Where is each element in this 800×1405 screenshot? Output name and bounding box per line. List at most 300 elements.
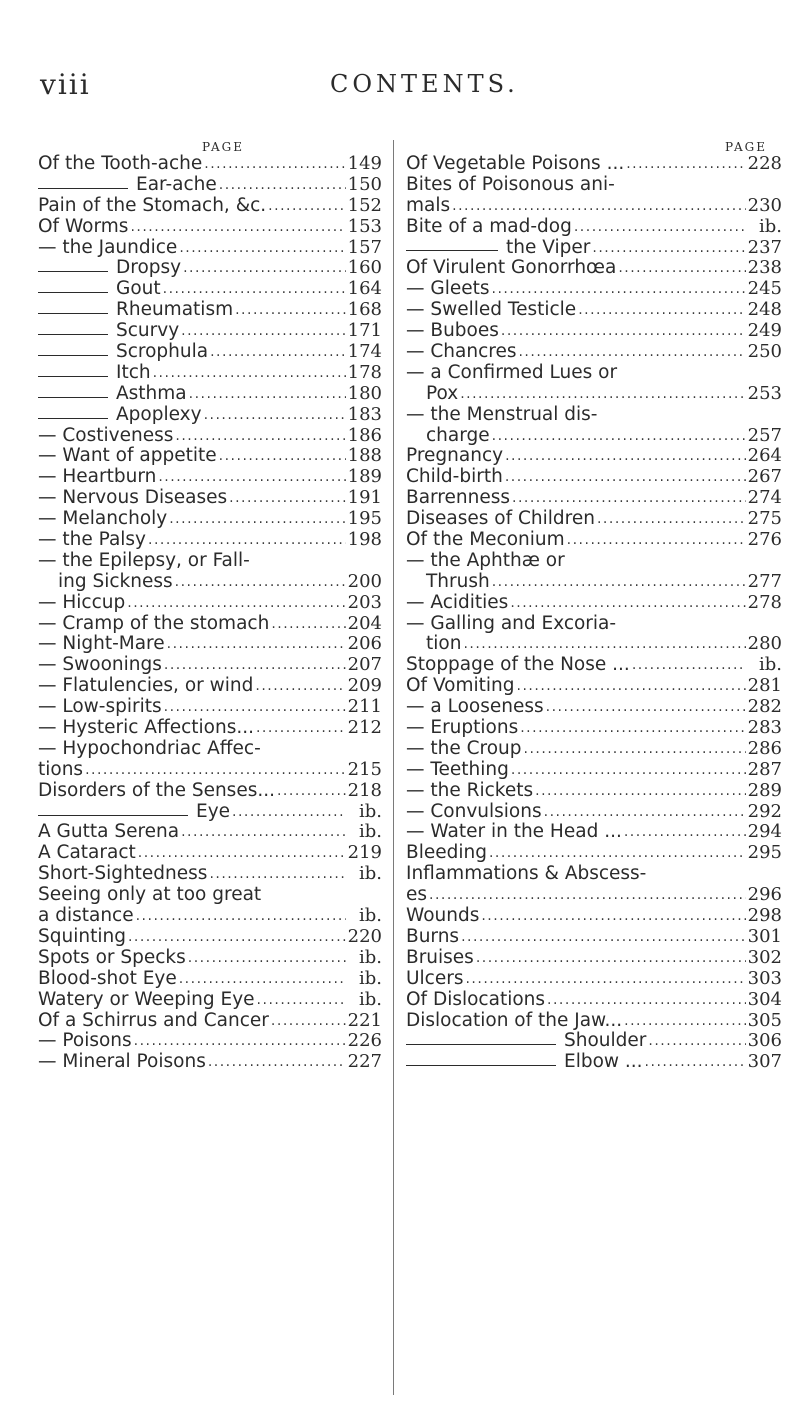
entry-title: Spots or Specks	[38, 946, 186, 968]
entry-title: es	[406, 884, 428, 906]
entry-page-number: 286	[747, 737, 782, 759]
entry-title: Thrush	[426, 570, 490, 592]
entry-page-number: 289	[747, 779, 782, 801]
contents-entry	[38, 1031, 382, 1052]
entry-page-number: 189	[347, 466, 382, 488]
entry-page-number: 292	[747, 800, 782, 822]
entry-page-number: ib.	[758, 654, 782, 676]
contents-entry	[406, 927, 782, 948]
dot-leader	[501, 321, 746, 342]
entry-page-number: 203	[347, 591, 382, 613]
dot-leader	[175, 572, 346, 593]
dot-leader	[271, 614, 345, 635]
ditto-rule	[38, 376, 108, 377]
contents-entry	[38, 802, 382, 823]
contents-entry	[38, 300, 382, 321]
dot-leader	[179, 969, 346, 990]
entry-page-number: ib.	[358, 821, 382, 843]
contents-entry	[38, 551, 382, 572]
entry-title: — the Croup	[406, 737, 522, 759]
entry-title: Child-birth	[406, 466, 503, 488]
entry-title: — the Palsy	[38, 529, 147, 551]
entry-page-number: 209	[347, 675, 382, 697]
entry-title: — Mineral Poisons	[38, 1051, 206, 1073]
entry-page-number: 287	[747, 758, 782, 780]
entry-page-number: 152	[347, 194, 382, 216]
dot-leader	[219, 446, 346, 467]
entry-title: — Acidities	[406, 591, 509, 613]
contents-entry	[406, 593, 782, 614]
dot-leader	[492, 572, 746, 593]
contents-entry	[406, 1031, 782, 1052]
dot-leader	[158, 467, 345, 488]
dot-leader	[518, 342, 745, 363]
entry-page-number: 211	[347, 696, 382, 718]
contents-entry	[38, 384, 382, 405]
entry-title: the Viper	[506, 236, 591, 258]
contents-entry	[406, 279, 782, 300]
entry-page-number: 277	[747, 570, 782, 592]
entry-page-number: 221	[347, 1009, 382, 1031]
contents-entry	[38, 572, 382, 593]
entry-title: — Swelled Testicle	[406, 299, 577, 321]
entry-title: — Galling and Excoria-	[406, 612, 617, 634]
entry-title: Of the Meconium	[406, 529, 565, 551]
dot-leader	[189, 384, 346, 405]
entry-page-number: 150	[347, 173, 382, 195]
entry-page-number: 304	[747, 988, 782, 1010]
entry-title: A Cataract	[38, 842, 136, 864]
entry-title: — Heartburn	[38, 466, 157, 488]
contents-entry	[406, 885, 782, 906]
dot-leader	[481, 906, 745, 927]
entry-page-number: ib.	[358, 988, 382, 1010]
entry-page-number: 280	[747, 633, 782, 655]
contents-entry	[406, 446, 782, 467]
entry-page-number: 253	[747, 382, 782, 404]
entry-title: Of Worms	[38, 215, 129, 237]
entry-title: — Buboes	[406, 320, 499, 342]
contents-entry	[38, 238, 382, 259]
dot-leader	[461, 927, 746, 948]
contents-entry	[406, 551, 782, 572]
entry-page-number: 174	[347, 341, 382, 362]
entry-title: Ear-ache	[136, 173, 217, 195]
dot-leader	[235, 300, 346, 321]
dot-leader	[268, 196, 345, 217]
entry-title: charge	[426, 424, 490, 446]
entry-title: Of Vegetable Poisons ...	[406, 152, 625, 174]
contents-entry	[38, 948, 382, 969]
dot-leader	[505, 446, 746, 467]
dot-leader	[257, 990, 346, 1011]
entry-page-number: 230	[747, 194, 782, 216]
entry-title: Shoulder	[564, 1030, 647, 1052]
contents-entry	[406, 1011, 782, 1032]
dot-leader	[547, 990, 746, 1011]
dot-leader	[183, 258, 346, 279]
contents-entry	[38, 363, 382, 384]
dot-leader	[169, 509, 345, 530]
dot-leader	[204, 405, 346, 426]
entry-title: Seeing only at too great	[38, 884, 262, 906]
column-divider	[393, 140, 394, 1395]
entry-title: a distance	[38, 905, 134, 927]
dot-leader	[648, 1031, 745, 1052]
entry-page-number: 186	[347, 424, 382, 446]
entry-page-number: 296	[747, 884, 782, 906]
contents-entry	[38, 426, 382, 447]
dot-leader	[255, 676, 345, 697]
ditto-rule	[406, 1065, 556, 1066]
entry-title: Wounds	[406, 905, 480, 927]
entry-title: Rheumatism	[116, 299, 234, 321]
entry-title: — Chancres	[406, 341, 517, 362]
entry-title: Itch	[116, 361, 151, 383]
contents-entry	[38, 969, 382, 990]
entry-page-number: ib.	[758, 215, 782, 237]
entry-title: Elbow ...	[564, 1051, 643, 1073]
contents-entry	[406, 697, 782, 718]
dot-leader	[134, 1031, 346, 1052]
entry-title: — Teething	[406, 758, 509, 780]
entry-page-number: ib.	[358, 800, 382, 822]
contents-entry	[38, 990, 382, 1011]
contents-entry	[38, 154, 382, 175]
dot-leader	[597, 509, 746, 530]
dot-leader	[256, 718, 346, 739]
entry-page-number: 207	[347, 654, 382, 676]
entry-title: — Nervous Diseases	[38, 487, 228, 509]
contents-entry	[38, 488, 382, 509]
entry-page-number: 278	[747, 591, 782, 613]
entry-page-number: 171	[347, 320, 382, 342]
contents-entry	[38, 864, 382, 885]
contents-entry	[38, 342, 382, 363]
contents-entry	[406, 843, 782, 864]
entry-page-number: 204	[347, 612, 382, 634]
entry-page-number: 220	[347, 925, 382, 947]
entry-page-number: 149	[347, 152, 382, 174]
contents-entry	[406, 488, 782, 509]
ditto-rule	[38, 188, 128, 189]
contents-entry	[38, 697, 382, 718]
ditto-rule	[38, 292, 108, 293]
ditto-rule	[38, 418, 108, 419]
dot-leader	[626, 154, 745, 175]
entry-title: — a Confirmed Lues or	[406, 361, 618, 383]
page-column-label-left: PAGE	[202, 140, 244, 154]
dot-leader	[128, 927, 346, 948]
entry-page-number: 307	[747, 1051, 782, 1073]
contents-entry	[406, 948, 782, 969]
entry-title: tion	[426, 633, 462, 655]
ditto-rule	[38, 815, 188, 816]
dot-leader	[465, 969, 745, 990]
contents-entry	[38, 175, 382, 196]
entry-page-number: 183	[347, 403, 382, 425]
entry-title: — Melancholy	[38, 508, 168, 530]
entry-title: tions	[38, 758, 84, 780]
entry-title: — Eruptions	[406, 717, 519, 739]
contents-entry	[406, 676, 782, 697]
entry-title: Pregnancy	[406, 445, 504, 467]
entry-title: Of the Tooth-ache	[38, 152, 203, 174]
entry-title: Pox	[426, 382, 459, 404]
dot-leader	[505, 467, 746, 488]
entry-title: Eye	[196, 800, 231, 822]
contents-entry	[406, 217, 782, 238]
contents-entry	[406, 467, 782, 488]
ditto-rule	[38, 397, 108, 398]
dot-leader	[163, 279, 346, 300]
entry-page-number: 275	[747, 508, 782, 530]
contents-entry	[406, 739, 782, 760]
entry-title: Scurvy	[116, 320, 180, 342]
entry-page-number: 306	[747, 1030, 782, 1052]
entry-page-number: 249	[747, 320, 782, 342]
entry-page-number: 237	[747, 236, 782, 258]
contents-entry	[406, 823, 782, 844]
dot-leader	[567, 530, 746, 551]
entry-page-number: 226	[347, 1030, 382, 1052]
entry-page-number: 245	[747, 278, 782, 300]
contents-entry	[38, 843, 382, 864]
entry-title: Bite of a mad-dog	[406, 215, 572, 237]
ditto-rule	[406, 250, 498, 251]
dot-leader	[460, 384, 745, 405]
dot-leader	[271, 1011, 346, 1032]
dot-leader	[229, 488, 346, 509]
contents-entry	[38, 446, 382, 467]
contents-column-right	[406, 154, 782, 1073]
dot-leader	[232, 802, 346, 823]
contents-entry	[38, 676, 382, 697]
entry-title: Of a Schirrus and Cancer	[38, 1009, 269, 1031]
dot-leader	[624, 822, 746, 843]
entry-page-number: 178	[347, 361, 382, 383]
contents-entry	[406, 781, 782, 802]
dot-leader	[524, 739, 746, 760]
dot-leader	[148, 530, 346, 551]
dot-leader	[492, 426, 746, 447]
entry-title: — Hypochondriac Affec-	[38, 737, 261, 759]
contents-entry	[406, 718, 782, 739]
entry-title: Of Virulent Gonorrhœa	[406, 257, 617, 279]
entry-page-number: 153	[347, 215, 382, 237]
contents-entry	[406, 906, 782, 927]
entry-page-number: 267	[747, 466, 782, 488]
dot-leader	[645, 1052, 746, 1073]
entry-page-number: 264	[747, 445, 782, 467]
entry-page-number: 168	[347, 299, 382, 321]
contents-entry	[406, 614, 782, 635]
entry-title: Of Dislocations	[406, 988, 546, 1010]
dot-leader	[127, 593, 345, 614]
entry-title: — Cramp of the stomach	[38, 612, 270, 634]
contents-entry	[38, 739, 382, 760]
contents-entry	[38, 906, 382, 927]
contents-entry	[38, 258, 382, 279]
dot-leader	[632, 655, 746, 676]
dot-leader	[208, 1052, 346, 1073]
contents-entry	[406, 426, 782, 447]
entry-title: ing Sickness	[58, 570, 173, 592]
entry-page-number: 160	[347, 257, 382, 279]
entry-title: A Gutta Serena	[38, 821, 180, 843]
entry-page-number: 248	[747, 299, 782, 321]
contents-entry	[406, 634, 782, 655]
contents-entry	[406, 238, 782, 259]
entry-title: — Hysteric Affections...	[38, 717, 254, 739]
entry-page-number: ib.	[358, 946, 382, 968]
dot-leader	[476, 948, 746, 969]
entry-page-number: 188	[347, 445, 382, 467]
entry-title: — Hiccup	[38, 591, 126, 613]
dot-leader	[492, 279, 746, 300]
entry-title: Of Vomiting	[406, 675, 515, 697]
contents-entry	[38, 760, 382, 781]
page-header	[40, 68, 780, 108]
entry-title: — Water in the Head ...	[406, 821, 622, 843]
entry-page-number: 298	[747, 905, 782, 927]
entry-page-number: 282	[747, 696, 782, 718]
ditto-rule	[38, 313, 108, 314]
dot-leader	[153, 363, 346, 384]
entry-page-number: 274	[747, 487, 782, 509]
entry-page-number: 281	[747, 675, 782, 697]
dot-leader	[618, 258, 745, 279]
contents-entry	[38, 1011, 382, 1032]
contents-entry	[38, 1052, 382, 1073]
dot-leader	[511, 760, 746, 781]
dot-leader	[546, 697, 746, 718]
contents-entry	[38, 467, 382, 488]
ditto-rule	[38, 271, 108, 272]
entry-title: — the Menstrual dis-	[406, 403, 598, 425]
entry-title: — Swoonings	[38, 654, 162, 676]
entry-page-number: 301	[747, 925, 782, 947]
entry-page-number: 206	[347, 633, 382, 655]
entry-page-number: 250	[747, 341, 782, 362]
contents-entry	[406, 384, 782, 405]
entry-title: Dropsy	[116, 257, 182, 279]
contents-entry	[38, 634, 382, 655]
entry-title: Bruises	[406, 946, 474, 968]
entry-title: — Flatulencies, or wind	[38, 675, 254, 697]
entry-page-number: ib.	[358, 967, 382, 989]
entry-title: Scrophula	[116, 341, 209, 362]
entry-title: — Costiveness	[38, 424, 174, 446]
entry-page-number: 257	[747, 424, 782, 446]
entry-title: — Convulsions	[406, 800, 542, 822]
dot-leader	[510, 593, 745, 614]
dot-leader	[463, 634, 745, 655]
contents-entry	[38, 509, 382, 530]
entry-title: Bites of Poisonous ani-	[406, 173, 615, 195]
contents-entry	[38, 279, 382, 300]
contents-entry	[406, 154, 782, 175]
entry-page-number: ib.	[358, 863, 382, 885]
contents-entry	[406, 258, 782, 279]
entry-page-number: 180	[347, 382, 382, 404]
entry-page-number: 294	[747, 821, 782, 843]
entry-page-number: 215	[347, 758, 382, 780]
entry-page-number: 164	[347, 278, 382, 300]
contents-entry	[406, 405, 782, 426]
contents-entry	[406, 363, 782, 384]
entry-title: — the Aphthæ or	[406, 549, 565, 571]
entry-page-number: 227	[347, 1051, 382, 1073]
entry-page-number: 283	[747, 717, 782, 739]
entry-page-number: 219	[347, 842, 382, 864]
entry-page-number: 200	[347, 570, 382, 592]
page-number: viii	[40, 68, 91, 101]
dot-leader	[164, 697, 346, 718]
entry-title: Barrenness	[406, 487, 510, 509]
entry-title: — Night-Mare	[38, 633, 165, 655]
contents-entry	[406, 509, 782, 530]
dot-leader	[624, 1011, 746, 1032]
contents-entry	[38, 405, 382, 426]
entry-title: — Gleets	[406, 278, 490, 300]
contents-entry	[38, 655, 382, 676]
dot-leader	[85, 760, 346, 781]
contents-entry	[38, 718, 382, 739]
dot-leader	[210, 342, 346, 363]
contents-entry	[406, 802, 782, 823]
contents-entry	[38, 593, 382, 614]
entry-page-number: 212	[347, 717, 382, 739]
dot-leader	[175, 426, 345, 447]
entry-title: Dislocation of the Jaw...	[406, 1009, 623, 1031]
entry-title: Stoppage of the Nose ...	[406, 654, 630, 676]
entry-title: Watery or Weeping Eye	[38, 988, 255, 1010]
contents-entry	[406, 300, 782, 321]
entry-title: Short-Sightedness	[38, 863, 208, 885]
entry-page-number: ib.	[358, 905, 382, 927]
contents-entry	[406, 342, 782, 363]
entry-page-number: 295	[747, 842, 782, 864]
entry-title: Asthma	[116, 382, 187, 404]
contents-entry	[38, 781, 382, 802]
entry-title: Burns	[406, 925, 460, 947]
contents-entry	[406, 530, 782, 551]
entry-page-number: 195	[347, 508, 382, 530]
contents-entry	[38, 614, 382, 635]
entry-page-number: 238	[747, 257, 782, 279]
contents-entry	[406, 321, 782, 342]
contents-entry	[38, 885, 382, 906]
entry-title: — the Jaundice	[38, 236, 178, 258]
contents-entry	[406, 969, 782, 990]
contents-entry	[38, 196, 382, 217]
dot-leader	[130, 217, 345, 238]
dot-leader	[429, 885, 746, 906]
entry-title: — Poisons	[38, 1030, 132, 1052]
dot-leader	[138, 843, 346, 864]
entry-page-number: 276	[747, 529, 782, 551]
dot-leader	[452, 196, 746, 217]
entry-title: Bleeding	[406, 842, 487, 864]
dot-leader	[188, 948, 346, 969]
ditto-rule	[38, 355, 108, 356]
contents-entry	[406, 655, 782, 676]
dot-leader	[277, 781, 346, 802]
contents-entry	[38, 217, 382, 238]
dot-leader	[136, 906, 346, 927]
contents-entry	[406, 760, 782, 781]
